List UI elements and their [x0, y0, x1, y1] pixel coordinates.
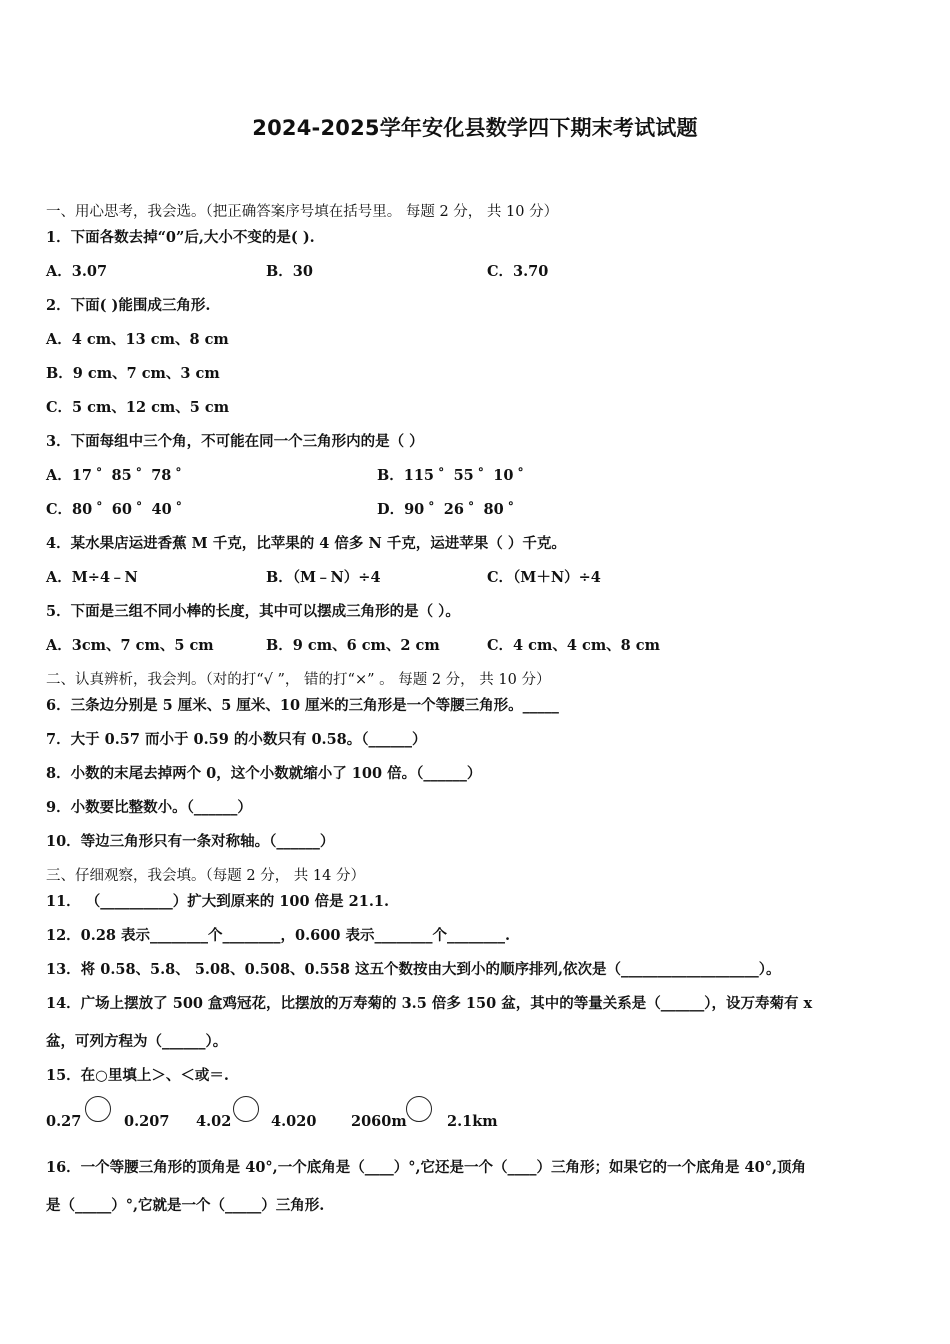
- q2-option-c: C．5 cm、12 cm、5 cm: [46, 399, 230, 416]
- q5-option-b: B．9 cm、6 cm、2 cm: [266, 637, 440, 654]
- question-13: 13．将 0.58、5.8、 5.08、0.508、0.558 这五个数按由大到小的顺序排列,依次是（___________________）。: [46, 961, 781, 978]
- question-15: 15．在○里填上＞、＜或＝.: [46, 1067, 229, 1084]
- q2-option-a: A．4 cm、13 cm、8 cm: [46, 331, 229, 348]
- question-2: 2．下面( )能围成三角形.: [46, 297, 211, 314]
- q15-item-2-left: 4.02: [196, 1113, 232, 1130]
- question-10: 10．等边三角形只有一条对称轴。（______）: [46, 833, 335, 850]
- q1-option-c: C．3.70: [487, 263, 549, 280]
- question-14-line-1: 14．广场上摆放了 500 盒鸡冠花，比摆放的万寿菊的 3.5 倍多 150 盆，其中的等量关系是（______），设万寿菊有 x: [46, 995, 813, 1012]
- question-14-line-2: 盆，可列方程为（______）。: [46, 1033, 228, 1050]
- q15-item-1-right: 0.207: [124, 1113, 170, 1130]
- section-2-heading: 二、认真辨析，我会判。（对的打“√ ”， 错的打“×” 。 每题 2 分， 共 10 分）: [46, 672, 551, 688]
- question-12: 12．0.28 表示________个________，0.600 表示________个________.: [46, 927, 511, 944]
- section-1-heading: 一、用心思考，我会选。（把正确答案序号填在括号里。 每题 2 分， 共 10 分）: [46, 204, 559, 220]
- q15-item-1-left: 0.27: [46, 1113, 82, 1130]
- q15-circle-1[interactable]: [85, 1096, 111, 1122]
- question-8: 8．小数的末尾去掉两个 0，这个小数就缩小了 100 倍。（______）: [46, 765, 482, 782]
- q4-option-b: B．（M﹣N）÷4: [266, 569, 381, 586]
- q15-item-3-right: 2.1km: [447, 1113, 498, 1130]
- q15-item-3-left: 2060m: [351, 1113, 407, 1130]
- q15-circle-2[interactable]: [233, 1096, 259, 1122]
- q2-option-b: B．9 cm、7 cm、3 cm: [46, 365, 220, 382]
- question-11: 11． （__________）扩大到原来的 100 倍是 21.1.: [46, 893, 390, 910]
- page-title: 2024-2025学年安化县数学四下期末考试试题: [252, 116, 698, 140]
- question-1: 1．下面各数去掉“0”后,大小不变的是( ).: [46, 229, 315, 246]
- q4-option-a: A．M÷4﹣N: [46, 569, 138, 586]
- question-5: 5．下面是三组不同小棒的长度，其中可以摆成三角形的是（ ）。: [46, 603, 460, 620]
- question-3: 3．下面每组中三个角，不可能在同一个三角形内的是（ ）: [46, 433, 424, 450]
- question-16-line-2: 是（_____）°,它就是一个（_____）三角形.: [46, 1197, 325, 1214]
- question-16-line-1: 16．一个等腰三角形的顶角是 40°,一个底角是（____）°,它还是一个（____）三角形；如果它的一个底角是 40°,顶角: [46, 1159, 807, 1176]
- question-4: 4．某水果店运进香蕉 M 千克，比苹果的 4 倍多 N 千克，运进苹果（ ）千克。: [46, 535, 566, 552]
- q3-option-b: B．115 ゜55 ゜10 ゜: [377, 467, 534, 484]
- q15-item-2-right: 4.020: [271, 1113, 317, 1130]
- section-3-heading: 三、仔细观察，我会填。（每题 2 分， 共 14 分）: [46, 868, 365, 884]
- q3-option-d: D．90 ゜26 ゜80 ゜: [377, 501, 524, 518]
- question-6: 6．三条边分别是 5 厘米、5 厘米、10 厘米的三角形是一个等腰三角形。_____: [46, 697, 559, 714]
- q3-option-a: A．17 ゜85 ゜78 ゜: [46, 467, 191, 484]
- q3-option-c: C．80 ゜60 ゜40 ゜: [46, 501, 192, 518]
- q4-option-c: C．（M＋N）÷4: [487, 569, 601, 586]
- q15-circle-3[interactable]: [406, 1096, 432, 1122]
- q5-option-a: A．3cm、7 cm、5 cm: [46, 637, 214, 654]
- question-7: 7．大于 0.57 而小于 0.59 的小数只有 0.58。（______）: [46, 731, 427, 748]
- question-9: 9．小数要比整数小。（______）: [46, 799, 252, 816]
- q5-option-c: C．4 cm、4 cm、8 cm: [487, 637, 660, 654]
- q1-option-a: A．3.07: [46, 263, 108, 280]
- q1-option-b: B．30: [266, 263, 313, 280]
